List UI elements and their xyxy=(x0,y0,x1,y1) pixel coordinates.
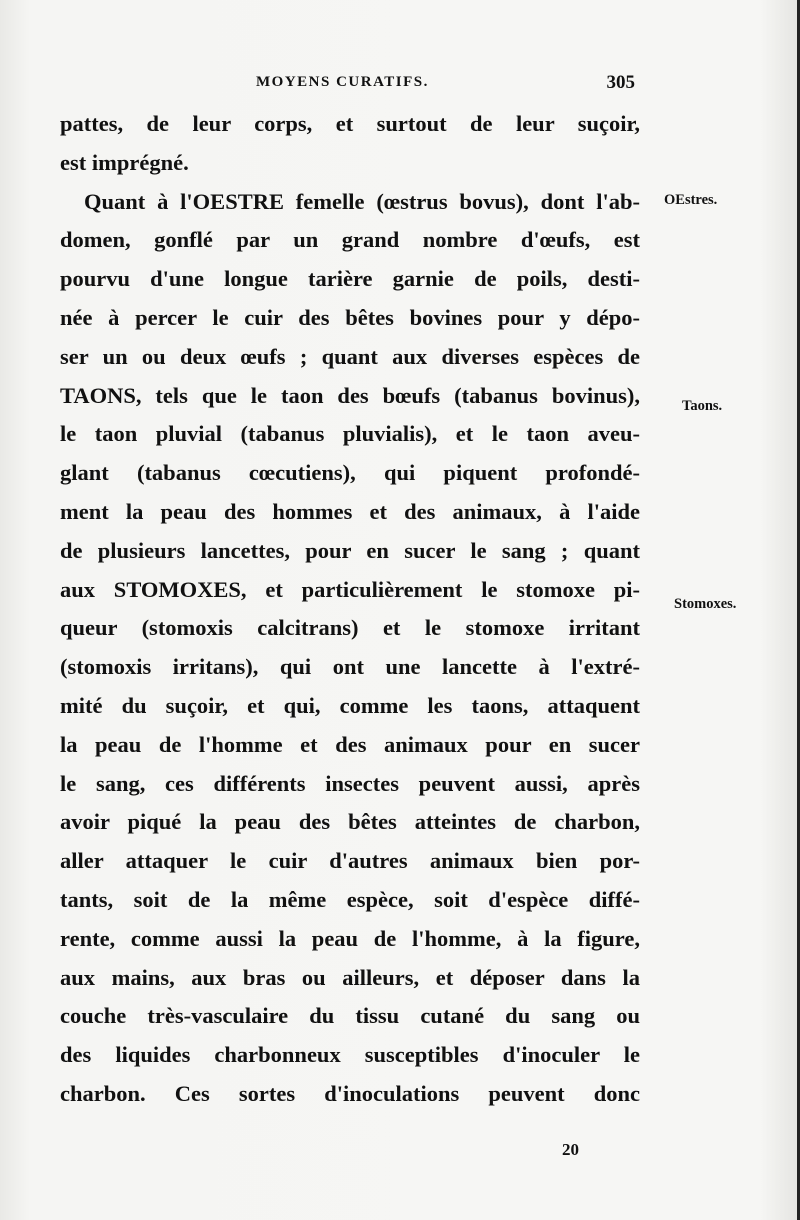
text-line-18: le sang, ces différents insectes peuvent aussi, après xyxy=(60,770,640,796)
text-line-11: ment la peau des hommes et des animaux, à l'aide xyxy=(60,498,640,524)
text-line-6: née à percer le cuir des bêtes bovines pour y dépo- xyxy=(60,304,640,330)
text-line-19: avoir piqué la peau des bêtes atteintes de charbon, xyxy=(60,809,640,835)
text-line-10: glant (tabanus cœcutiens), qui piquent profondé- xyxy=(60,460,640,486)
text-line-3: Quant à l'OESTRE femelle (œstrus bovus), dont l'ab- xyxy=(84,188,640,214)
text-line-17: la peau de l'homme et des animaux pour en sucer xyxy=(60,731,640,757)
text-line-25: des liquides charbonneux susceptibles d'inoculer le xyxy=(60,1042,640,1068)
text-line-9: le taon pluvial (tabanus pluvialis), et le taon aveu- xyxy=(60,421,640,447)
text-line-13: aux STOMOXES, et particulièrement le stomoxe pi- xyxy=(60,576,640,602)
text-line-22: rente, comme aussi la peau de l'homme, à la figure, xyxy=(60,925,640,951)
text-line-23: aux mains, aux bras ou ailleurs, et déposer dans la xyxy=(60,964,640,990)
text-line-20: aller attaquer le cuir d'autres animaux bien por- xyxy=(60,848,640,874)
running-head: MOYENS CURATIFS. xyxy=(256,74,429,90)
text-line-7: ser un ou deux œufs ; quant aux diverses espèces de xyxy=(60,343,640,369)
margin-note-stomoxes: Stomoxes. xyxy=(674,596,737,612)
text-line-12: de plusieurs lancettes, pour en sucer le sang ; quant xyxy=(60,537,640,563)
text-line-26: charbon. Ces sortes d'inoculations peuvent donc xyxy=(60,1080,640,1106)
page-number: 305 xyxy=(606,72,635,93)
signature-number: 20 xyxy=(562,1140,579,1159)
text-line-16: mité du suçoir, et qui, comme les taons, attaquent xyxy=(60,692,640,718)
text-line-24: couche très-vasculaire du tissu cutané du sang ou xyxy=(60,1003,640,1029)
text-line-15: (stomoxis irritans), qui ont une lancette à l'extré- xyxy=(60,654,640,680)
text-line-14: queur (stomoxis calcitrans) et le stomoxe irritant xyxy=(60,615,640,641)
text-line-4: domen, gonflé par un grand nombre d'œufs, est xyxy=(60,227,640,253)
text-line-5: pourvu d'une longue tarière garnie de poils, desti- xyxy=(60,266,640,292)
text-line-1: pattes, de leur corps, et surtout de leur suçoir, xyxy=(60,111,640,136)
margin-note-oestres: OEstres. xyxy=(664,192,718,208)
body-text xyxy=(60,105,640,1114)
page-header xyxy=(60,72,635,98)
text-line-8: TAONS, tels que le taon des bœufs (tabanus bovinus), xyxy=(60,382,640,408)
margin-note-taons: Taons. xyxy=(682,398,723,414)
text-line-2: est imprégné. xyxy=(60,149,189,175)
text-line-21: tants, soit de la même espèce, soit d'espèce diffé- xyxy=(60,886,640,912)
